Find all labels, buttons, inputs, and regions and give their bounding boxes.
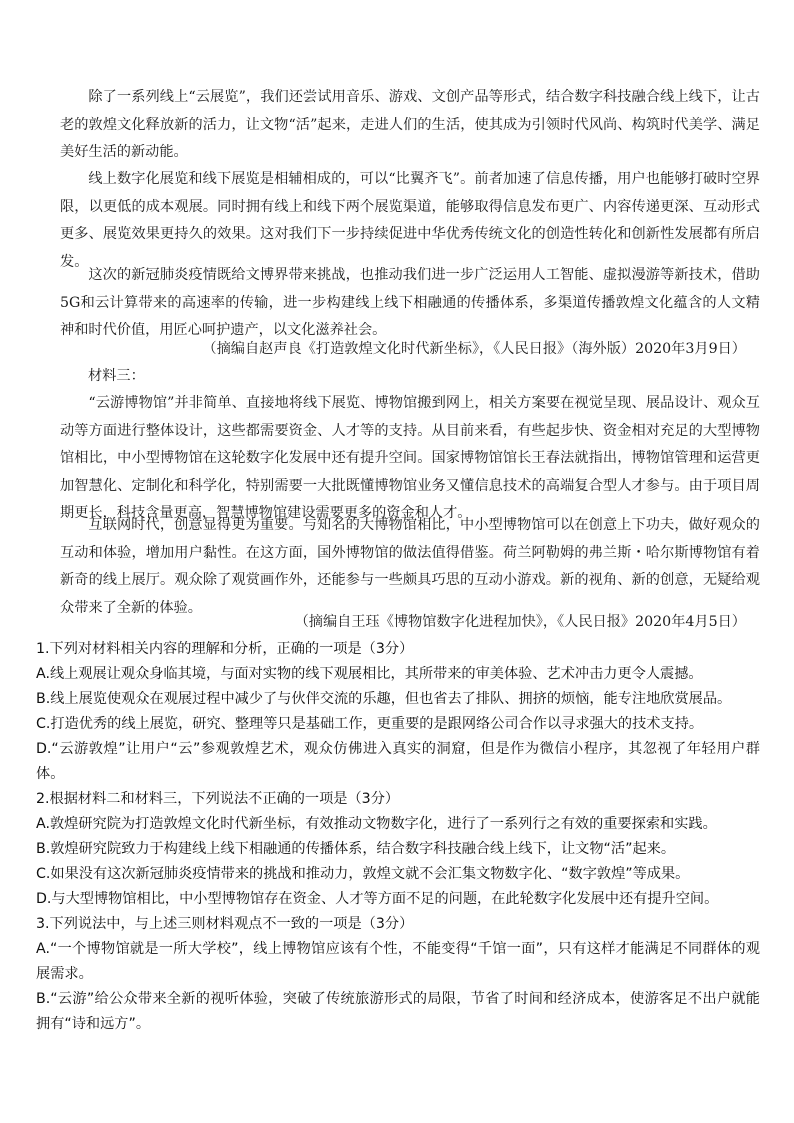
- question-1-option-b: B.线上展览使观众在观展过程中减少了与伙伴交流的乐趣，但也省去了排队、拥挤的烦恼，能专注地欣赏展品。: [36, 691, 732, 707]
- material2-paragraph-1: 除了一系列线上“云展览”，我们还尝试用音乐、游戏、文创产品等形式，结合数字科技融合线上线下，让古老的敦煌文化释放新的活力，让文物“活”起来，走进人们的生活，使其成为引领时代风尚、构筑时代美学、满足美好生活的新动能。: [60, 89, 760, 160]
- question-3-option-b: B.“云游”给公众带来全新的视听体验，突破了传统旅游形式的局限，节省了时间和经济成本，使游客足不出户就能拥有“诗和远方”。: [36, 991, 760, 1032]
- question-3-stem: 3.下列说法中，与上述三则材料观点不一致的一项是（3分）: [36, 916, 414, 932]
- material3-label: 材料三：: [88, 368, 145, 384]
- material3-source: （摘编自王珏《博物馆数字化进程加快》，《人民日报》2020年4月5日）: [294, 614, 746, 630]
- question-1-option-a: A.线上观展让观众身临其境，与面对实物的线下观展相比，其所带来的审美体验、艺术冲击力更令人震撼。: [36, 666, 703, 682]
- question-2-option-d: D.与大型博物馆相比，中小型博物馆存在资金、人才等方面不足的问题，在此轮数字化发展中还有提升空间。: [36, 891, 719, 907]
- question-2-option-b: B.敦煌研究院致力于构建线上线下相融通的传播体系，结合数字科技融合线上线下，让文物“活”起来。: [36, 841, 676, 857]
- question-1-option-d: D.“云游敦煌”让用户“云”参观敦煌艺术，观众仿佛进入真实的洞窟，但是作为微信小程序，其忽视了年轻用户群体。: [36, 741, 760, 782]
- question-2-option-a: A.敦煌研究院为打造敦煌文化时代新坐标，有效推动文物数字化，进行了一系列行之有效的重要探索和实践。: [36, 816, 717, 832]
- material2-paragraph-2: 线上数字化展览和线下展览是相辅相成的，可以“比翼齐飞”。前者加速了信息传播，用户也能够打破时空界限，以更低的成本观展。同时拥有线上和线下两个展览渠道，能够取得信息发布更广、内容传递更深、互动形式更多、展览效果更持久的效果。这对我们下一步持续促进中华优秀传统文化的创造性转化和创新性发展都有所启发。: [60, 171, 760, 270]
- material2-source: （摘编自赵声良《打造敦煌文化时代新坐标》，《人民日报》（海外版）2020年3月9日）: [202, 341, 746, 357]
- material2-paragraph-3: 这次的新冠肺炎疫情既给文博界带来挑战，也推动我们进一步广泛运用人工智能、虚拟漫游等新技术，借助5G和云计算带来的高速率的传输，进一步构建线上线下相融通的传播体系，多渠道传播敦煌文化蕴含的人文精神和时代价值，用匠心呵护遗产，以文化滋养社会。: [60, 267, 760, 338]
- question-2-stem: 2.根据材料二和材料三，下列说法不正确的一项是（3分）: [36, 791, 400, 807]
- question-1-option-c: C.打造优秀的线上展览，研究、整理等只是基础工作，更重要的是跟网络公司合作以寻求强大的技术支持。: [36, 716, 704, 732]
- question-3-option-a: A.“一个博物馆就是一所大学校”，线上博物馆应该有个性，不能变得“千馆一面”，只有这样才能满足不同群体的观展需求。: [36, 941, 760, 982]
- material3-paragraph-2: 互联网时代，创意显得更为重要。与知名的大博物馆相比，中小型博物馆可以在创意上下功夫，做好观众的互动和体验，增加用户黏性。在这方面，国外博物馆的做法值得借鉴。荷兰阿勒姆的弗兰斯・哈尔斯博物馆有着新奇的线上展厅。观众除了观赏画作外，还能参与一些颇具巧思的互动小游戏。新的视角、新的创意，无疑给观众带来了全新的体验。: [60, 517, 760, 616]
- question-1-stem: 1.下列对材料相关内容的理解和分析，正确的一项是（3分）: [36, 641, 414, 657]
- question-2-option-c: C.如果没有这次新冠肺炎疫情带来的挑战和推动力，敦煌文就不会汇集文物数字化、“数字敦煌”等成果。: [36, 866, 690, 882]
- material3-paragraph-1: “云游博物馆”并非简单、直接地将线下展览、博物馆搬到网上，相关方案要在视觉呈现、展品设计、观众互动等方面进行整体设计，这些都需要资金、人才等的支持。从目前来看，有些起步快、资金相对充足的大型博物馆相比，中小型博物馆在这轮数字化发展中还有提升空间。国家博物馆馆长王春法就指出，博物馆管理和运营更加智慧化、定制化和科学化，特别需要一大批既懂博物馆业务又懂信息技术的高端复合型人才参与。由于项目周期更长，科技含量更高，智慧博物馆建设需要更多的资金和人才。: [60, 395, 760, 521]
